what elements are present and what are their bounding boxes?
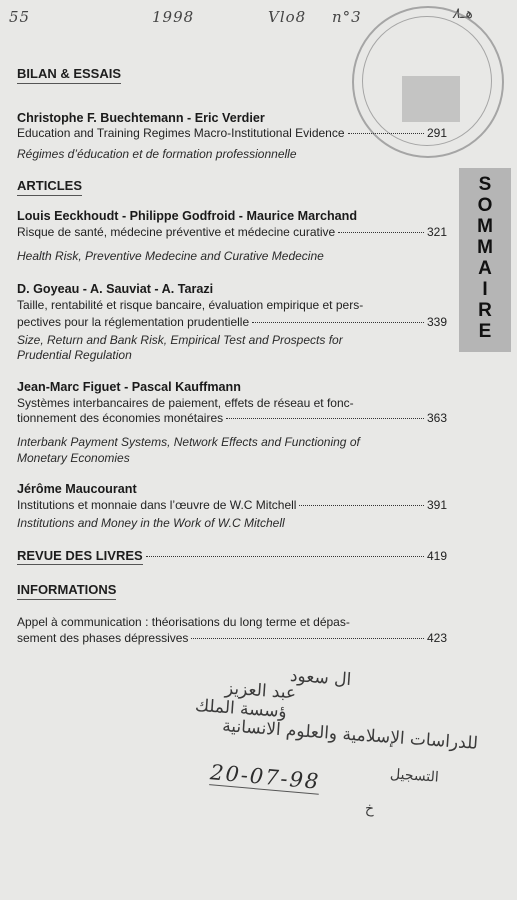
sommaire-letter: S [478,174,492,195]
article-author: D. Goyeau - A. Sauviat - A. Tarazi [17,282,214,296]
article-translation: Régimes d’éducation et de formation professionnelle [17,147,297,161]
stamp-text: ال سعود [289,665,352,691]
article-translation: Health Risk, Preventive Medecine and Curative Medecine [17,249,324,263]
article-title: Institutions et monnaie dans l’œuvre de W.C Mitchell [17,498,297,512]
article-translation: Institutions and Money in the Work of W.C Mitchell [17,516,285,530]
article-translation-line: Monetary Economies [17,451,130,465]
registration-date: 20-07-98 [209,760,322,794]
handwritten-corner: ﻫـ٨ [452,4,473,22]
toc-entry[interactable] [17,315,447,329]
section-heading-articles: ARTICLES [17,178,82,196]
page-number: 423 [426,631,447,645]
sommaire-letter: M [477,216,493,237]
toc-entry-revue[interactable] [17,548,447,565]
toc-entry[interactable] [17,498,447,512]
article-author: Christophe F. Buechtemann - Eric Verdier [17,111,265,125]
handwritten-number: n°3 [332,8,362,26]
article-translation-line: Prudential Regulation [17,348,132,362]
info-text-line: Appel à communication : théorisations du long terme et dépas- [17,615,350,629]
article-translation-line: Size, Return and Bank Risk, Empirical Test and Prospects for [17,333,343,347]
leader-dots [348,133,424,134]
sommaire-letter: A [478,258,492,279]
leader-dots [338,232,424,233]
toc-entry[interactable] [17,126,447,140]
article-title-line: Taille, rentabilité et risque bancaire, évaluation empirique et pers- [17,298,364,312]
page-number: 321 [426,225,447,239]
leader-dots [226,418,424,419]
page-number: 391 [426,498,447,512]
leader-dots [146,556,424,557]
handwritten-volume: Vlo8 [268,8,307,26]
stamp-text: عبد العزيز [224,678,297,704]
article-author: Louis Eeckhoudt - Philippe Godfroid - Maurice Marchand [17,209,358,223]
section-heading-bilan: BILAN & ESSAIS [17,66,121,84]
toc-entry[interactable] [17,225,447,239]
leader-dots [252,322,424,323]
sommaire-letter: R [478,300,492,321]
article-title: Risque de santé, médecine préventive et médecine curative [17,225,336,239]
sommaire-letter: I [482,279,488,300]
toc-entry[interactable] [17,631,447,645]
handwritten-year: 1998 [152,8,195,26]
article-title: tionnement des économies monétaires [17,411,224,425]
page-number: 339 [426,315,447,329]
page-number: 419 [426,549,447,563]
stamp-text: التسجيل [389,766,440,786]
seal-emblem [402,76,460,122]
leader-dots [299,505,424,506]
stamp-text: خ [364,800,375,818]
article-author: Jérôme Maucourant [17,482,137,496]
sommaire-letter: E [478,321,492,342]
article-title-line: Systèmes interbancaires de paiement, effets de réseau et fonc- [17,396,354,410]
toc-entry[interactable] [17,411,447,425]
info-text: sement des phases dépressives [17,631,189,645]
stamp-text: ؤسسة الملك [194,695,288,723]
article-title: Education and Training Regimes Macro-Institutional Evidence [17,126,345,140]
page-number: 363 [426,411,447,425]
section-heading-informations: INFORMATIONS [17,582,116,600]
sommaire-letter: M [477,237,493,258]
article-title: pectives pour la réglementation prudentielle [17,315,250,329]
page-number: 291 [426,126,447,140]
section-heading-revue: REVUE DES LIVRES [17,548,143,563]
handwritten-page-number: 55 [9,8,31,26]
sommaire-sidebar [459,168,511,352]
stamp-text: للدراسات الإسلامية والعلوم الانسانية [221,716,479,754]
leader-dots [191,638,424,639]
article-author: Jean-Marc Figuet - Pascal Kauffmann [17,380,241,394]
sommaire-letter: O [477,195,493,216]
article-translation-line: Interbank Payment Systems, Network Effects and Functioning of [17,435,360,449]
